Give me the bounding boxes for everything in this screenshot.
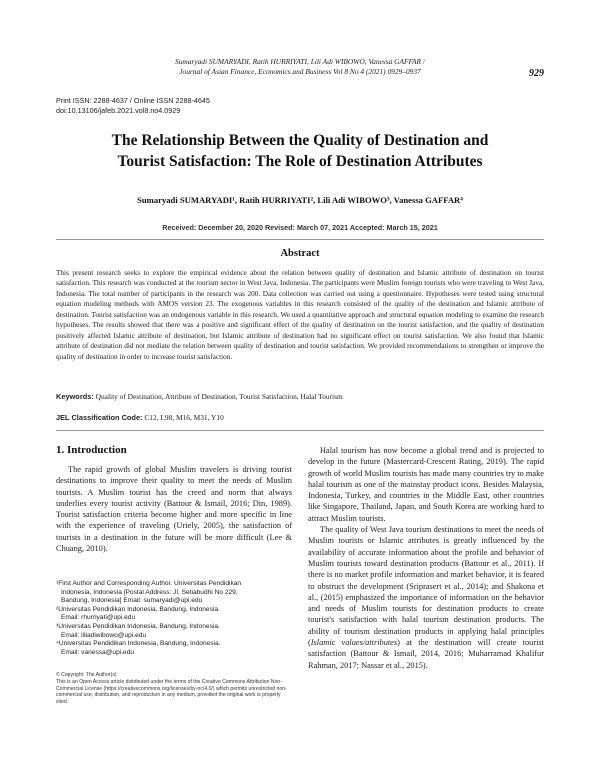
footnote-3-line-1: ³Universitas Pendidikan Indonesia, Bandung, Indonesia. <box>56 622 220 630</box>
intro-paragraph-3 <box>308 524 544 671</box>
copyright-notice <box>56 672 292 706</box>
running-header-journal: Journal of Asian Finance, Economics and Business Vol 8 No 4 (2021) 0929–0937 <box>179 67 421 76</box>
divider-top <box>56 239 544 240</box>
right-column <box>308 445 544 671</box>
keywords-label: Keywords: <box>56 392 94 401</box>
footnote-1-line-2: Indonesia, Indonesia [Postal Address: Jl. Setiabudhi No 229, <box>61 588 238 596</box>
doi-line[interactable]: doi:10.13106/jafeb.2021.vol8.no4.0929 <box>56 106 181 115</box>
jel-label: JEL Classification Code: <box>56 413 143 422</box>
issn-block <box>56 96 210 116</box>
intro-paragraph-3-part-2: ) at the destination will create tourist satisfaction (Battour & Ismail, 2014, 2016; Muharramad Khalifur Rahman, 2017; Nassar et al., 2015). <box>308 638 544 670</box>
footnote-1-line-1: ¹First Author and Corresponding Author. Universitas Pendidikan <box>56 580 242 587</box>
left-column <box>56 444 292 554</box>
intro-paragraph-3-part-1: The quality of West Java tourism destinations to meet the needs of Muslim tourists or Islamic attributes is greatly influenced by the availability of accurate information about the profile and behavior of Muslim tourists toward destination products (Battour et al., 2011). If there is no market profile information and market behavior, it is feared to obstruct the development (Sriprasert et al., 2014); and Shakona et al., (2015) emphasized the importance of information on the behavior and needs of Muslim tourists for destination products to create tourist's satisfaction with halal tourism destination products. The ability of tourism destination products in applying halal principles ( <box>308 525 544 648</box>
author-footnotes <box>56 580 292 657</box>
intro-paragraph-1: The rapid growth of global Muslim travelers is driving tourist destinations to improve their quality to meet the needs of Muslim tourists. A Muslim tourist has the creed and norm that always underlies every tourist activity (Battour & Ismail, 2016; Din, 1989). Tourist satisfaction criteria become higher and more specific in line with the experience of traveling (Uriely, 2005), the satisfaction of tourists in a destination in the future will be more difficult (Lee & Chuang, 2010). <box>56 465 292 554</box>
footnote-3-line-2: Email: liliadiwibowo@upi.edu <box>61 631 147 639</box>
submission-dates: Received: December 20, 2020 Revised: March 07, 2021 Accepted: March 15, 2021 <box>162 223 438 232</box>
author-list: Sumaryadi SUMARYADI¹, Ratih HURRIYATI², Lili Adi WIBOWO³, Vanessa GAFFAR⁴ <box>137 195 463 205</box>
license-text: This is an Open Access article distributed under the terms of the Creative Commons Attribution Non-Commercial License (https://creativecommons.org/licenses/by-nc/4.0/) which permits unrestricted non-commercial use, distribution, and reproduction in any medium, provided the original work is properly cited. <box>56 678 287 706</box>
copyright-line: © Copyright: The Author(s) <box>56 672 117 678</box>
paper-title <box>70 130 530 172</box>
footnote-4-line-2: Email: vanessa@upi.edu <box>61 648 135 656</box>
keywords-text: Quality of Destination, Attribute of Destination, Tourist Satisfaction, Halal Tourism <box>93 392 343 401</box>
intro-paragraph-2: Halal tourism has now become a global trend and is projected to develop in the future (Mastercard-Crescent Rating, 2019). The rapid growth of world Muslim tourists has made many countries try to make halal tourism as one of the mainstay product icons. Besides Malaysia, Indonesia, Turkey, and countries in the Middle East, other countries like Singapore, Thailand, Japan, and South Korea are working hard to attract Muslim tourists. <box>308 446 544 523</box>
footnote-2-line-2: Email: rhurriyati@upi.edu <box>61 614 136 622</box>
footnote-4-line-1: ⁴Universitas Pendidikan Indonesia, Bandung, Indonesia. <box>56 640 221 648</box>
footnote-1-line-3: Bandung, Indonesia] Email: sumaryadi@upi.edu <box>61 597 203 605</box>
introduction-heading: 1. Introduction <box>56 444 127 456</box>
abstract-heading: Abstract <box>280 248 320 259</box>
running-header <box>120 57 480 77</box>
footnote-2-line-1: ²Universitas Pendidikan Indonesia, Bandung, Indonesia. <box>56 605 220 613</box>
islamic-values-term: Islamic values/attributes <box>310 638 398 648</box>
divider-bottom <box>56 430 544 431</box>
keywords-line <box>56 392 544 401</box>
issn-line: Print ISSN: 2288-4637 / Online ISSN 2288-4645 <box>56 96 210 105</box>
title-line-2: Tourist Satisfaction: The Role of Destination Attributes <box>117 153 483 170</box>
page-number: 929 <box>529 68 544 79</box>
jel-line <box>56 413 544 422</box>
running-header-authors: Sumaryadi SUMARYADI, Ratih HURRIYATI, Lili Adi WIBOWO, Vanessa GAFFAR / <box>175 57 425 66</box>
abstract-body: This present research seeks to explore the empirical evidence about the relation between quality of destination and Islamic attribute of destination on tourist satisfaction. This research was conducted at the tourism sector in West Java, Indonesia. The participants were Muslim foreign tourists who were traveling to West Java, Indonesia. The total number of participants in the research was 200. Data collection was carried out using a questionnaire. Hypotheses were tested using structural equation modeling methods with AMOS version 23. The exogenous variables in this research consisted of the quality of the destination and Islamic attribute of destination. Tourist satisfaction was an endogenous variable in this research. We used a quantitative approach and structural equation modeling to examine the research hypotheses. The results showed that there was a positive and significant effect of the quality of destination on the tourist satisfaction, and the quality of destination positively affected Islamic attribute of destination, but Islamic attribute of destination had no significant effect on tourist satisfaction. We also found that Islamic attribute of destination did not mediate the relation between quality of destination and tourist satisfaction. We provided recommendations to strengthen or improve the quality of destination in order to increase tourist satisfaction. <box>56 269 544 361</box>
title-line-1: The Relationship Between the Quality of Destination and <box>111 132 489 149</box>
jel-text: C12, L98, M16, M31, Y10 <box>142 413 224 422</box>
